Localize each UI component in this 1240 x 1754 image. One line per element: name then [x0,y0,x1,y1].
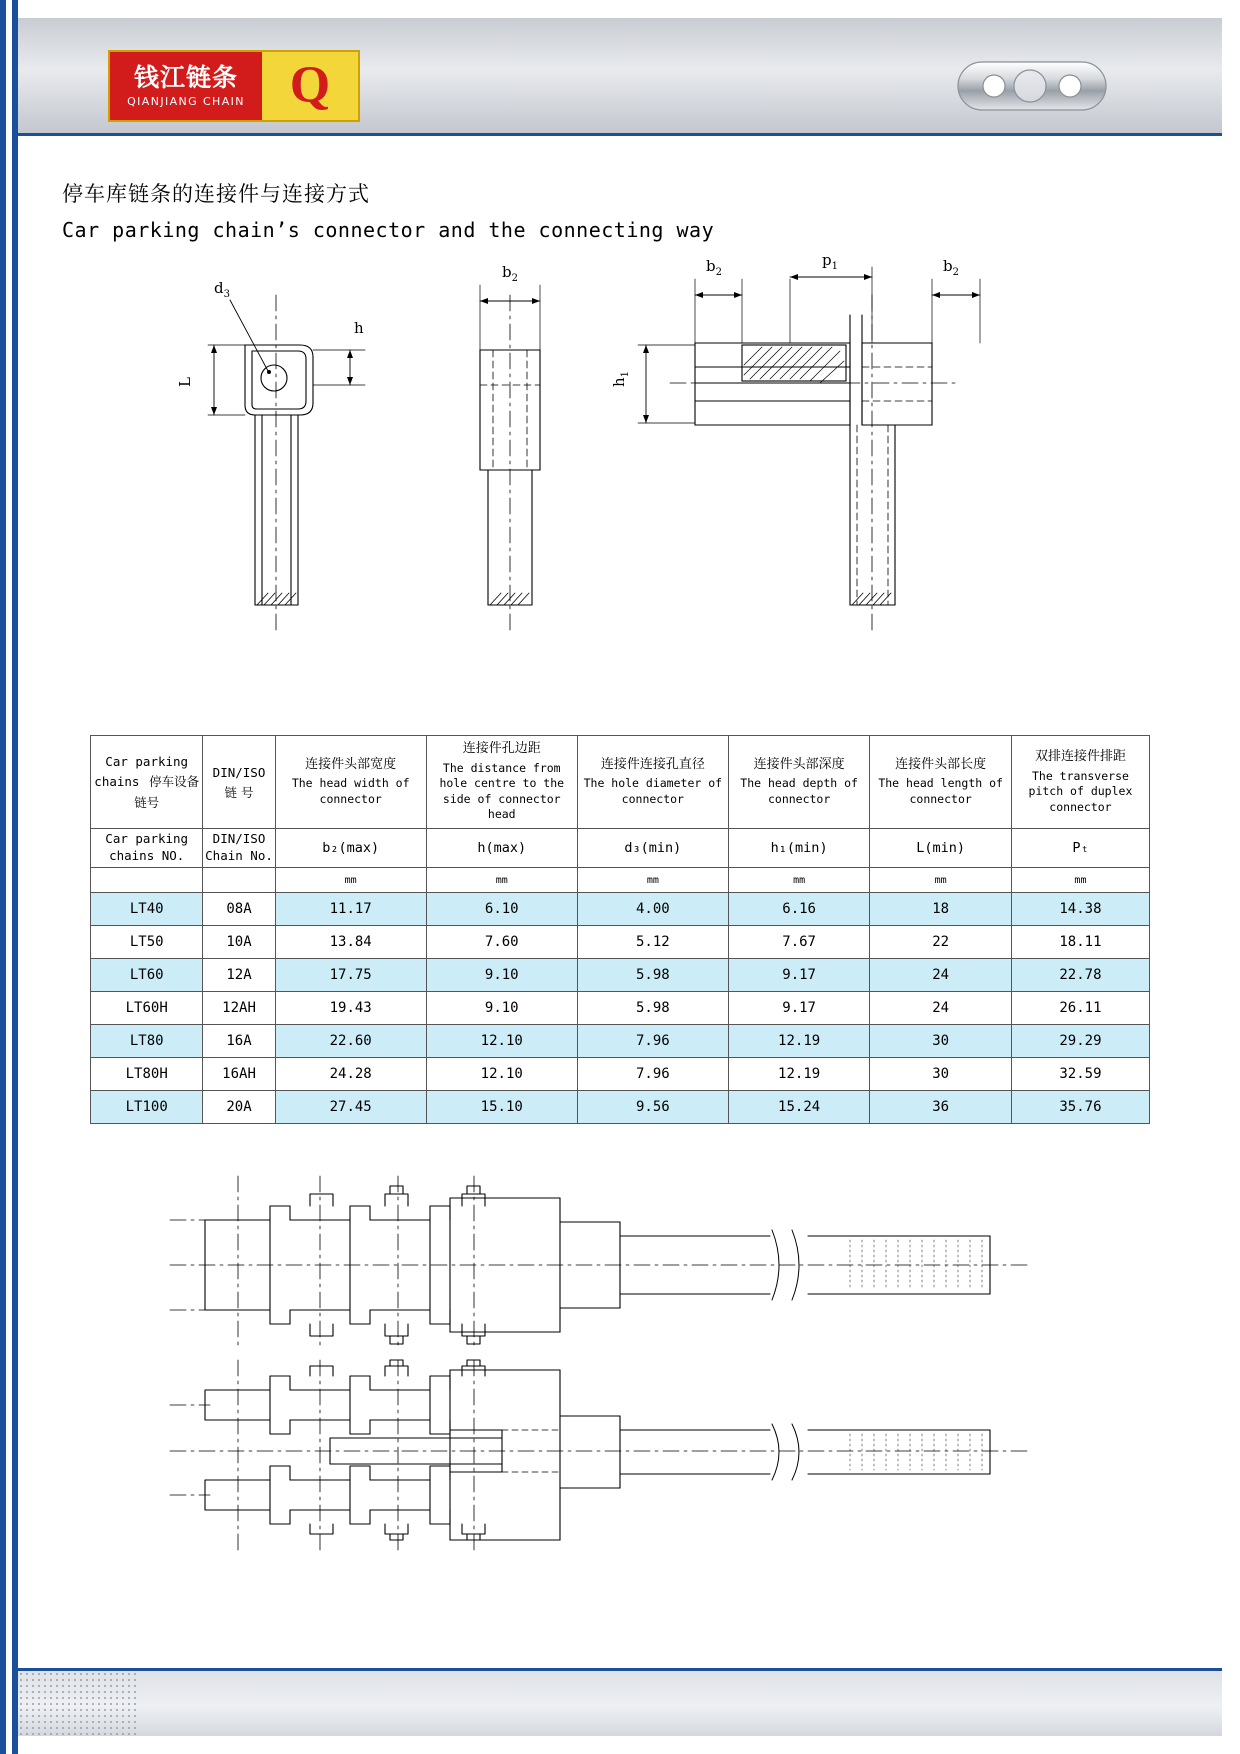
table-row [91,1025,1150,1058]
cell-din: 16AH [203,1058,275,1091]
cell-din: 10A [203,926,275,959]
cell-L: 22 [870,926,1012,959]
cell-b2: 19.43 [275,992,426,1025]
cell-pt: 22.78 [1011,959,1149,992]
table-row [91,959,1150,992]
cell-chain: LT60 [91,959,203,992]
cell-d3: 5.12 [577,926,728,959]
cell-L: 30 [870,1025,1012,1058]
cell-h: 6.10 [426,893,577,926]
cell-h1: 7.67 [728,926,870,959]
left-accent-bar [0,0,18,1754]
cell-h1: 12.19 [728,1025,870,1058]
cell-L: 24 [870,959,1012,992]
cell-d3: 7.96 [577,1058,728,1091]
connector-spec-table [90,735,1150,1124]
cell-h1: 15.24 [728,1091,870,1124]
label-h: h [354,319,364,337]
logo-q-mark: Q [289,56,331,114]
table-row [91,992,1150,1025]
symbol-L: L(min) [870,829,1012,868]
page-header [18,18,1222,136]
cell-din: 08A [203,893,275,926]
symbol-b2: b₂(max) [275,829,426,868]
cell-chain: LT50 [91,926,203,959]
cell-L: 24 [870,992,1012,1025]
cell-h: 9.10 [426,959,577,992]
table-row [91,1091,1150,1124]
cell-din: 16A [203,1025,275,1058]
header-chain-no: Car parking chains NO. [91,829,203,868]
cell-h: 9.10 [426,992,577,1025]
table-row [91,893,1150,926]
header-din-iso: DIN/ISO 链 号 [203,736,275,829]
header-head-depth: 连接件头部深度 The head depth of connector [728,736,870,829]
unit-blank-chain [91,868,203,893]
header-hole-diameter: 连接件连接孔直径 The hole diameter of connector [577,736,728,829]
cell-b2: 22.60 [275,1025,426,1058]
cell-chain: LT100 [91,1091,203,1124]
cell-h: 12.10 [426,1025,577,1058]
symbol-d3: d₃(min) [577,829,728,868]
header-hole-distance: 连接件孔边距 The distance from hole centre to the side of connector head [426,736,577,829]
company-logo [108,50,360,122]
footer-dot-pattern [18,1671,138,1736]
table-row [91,1058,1150,1091]
logo-chinese-name: 钱江链条 [133,62,238,92]
cell-L: 36 [870,1091,1012,1124]
logo-mark-block [262,52,358,120]
connector-technical-drawing [150,255,1150,655]
label-b2-right: $b_2$ [943,257,959,278]
cell-b2: 13.84 [275,926,426,959]
cell-h1: 9.17 [728,959,870,992]
label-p1: $p_1$ [822,255,838,272]
cell-d3: 5.98 [577,959,728,992]
cell-pt: 26.11 [1011,992,1149,1025]
cell-pt: 18.11 [1011,926,1149,959]
table-row [91,926,1150,959]
cell-chain: LT60H [91,992,203,1025]
cell-d3: 7.96 [577,1025,728,1058]
unit-blank-din [203,868,275,893]
cell-chain: LT40 [91,893,203,926]
cell-d3: 5.98 [577,992,728,1025]
page-title-chinese: 停车库链条的连接件与连接方式 [62,182,370,206]
table-header-row-1 [91,736,1150,829]
logo-text-block [110,52,262,120]
symbol-h1: h₁(min) [728,829,870,868]
unit-pt: mm [1011,868,1149,893]
cell-pt: 29.29 [1011,1025,1149,1058]
cell-pt: 35.76 [1011,1091,1149,1124]
cell-L: 18 [870,893,1012,926]
cell-chain: LT80 [91,1025,203,1058]
cell-h: 15.10 [426,1091,577,1124]
cell-pt: 14.38 [1011,893,1149,926]
label-L: L [176,377,194,387]
label-b2-front: $b_2$ [502,263,518,284]
header-transverse-pitch: 双排连接件排距 The transverse pitch of duplex connector [1011,736,1149,829]
cell-L: 30 [870,1058,1012,1091]
symbol-h: h(max) [426,829,577,868]
page-footer [18,1668,1222,1736]
cell-din: 20A [203,1091,275,1124]
label-h1: $h_1$ [610,370,631,387]
cell-din: 12A [203,959,275,992]
cell-h: 7.60 [426,926,577,959]
unit-b2: mm [275,868,426,893]
unit-d3: mm [577,868,728,893]
cell-b2: 17.75 [275,959,426,992]
label-b2-left: $b_2$ [706,257,722,278]
left-accent-bar-inner [6,0,12,1754]
logo-english-name: QIANJIANG CHAIN [127,95,245,109]
cell-h1: 9.17 [728,992,870,1025]
cell-chain: LT80H [91,1058,203,1091]
cell-d3: 4.00 [577,893,728,926]
header-din-iso-no: DIN/ISO Chain No. [203,829,275,868]
cell-b2: 27.45 [275,1091,426,1124]
cell-b2: 24.28 [275,1058,426,1091]
cell-pt: 32.59 [1011,1058,1149,1091]
cell-h: 12.10 [426,1058,577,1091]
chain-assembly-drawing [150,1160,1150,1560]
unit-h1: mm [728,868,870,893]
table-units-row [91,868,1150,893]
table-header-row-2 [91,829,1150,868]
page-title-english: Car parking chain’s connector and the connecting way [62,218,715,242]
cell-b2: 11.17 [275,893,426,926]
cell-d3: 9.56 [577,1091,728,1124]
cell-h1: 6.16 [728,893,870,926]
header-head-length: 连接件头部长度 The head length of connector [870,736,1012,829]
unit-L: mm [870,868,1012,893]
header-head-width: 连接件头部宽度 The head width of connector [275,736,426,829]
cell-h1: 12.19 [728,1058,870,1091]
unit-h: mm [426,868,577,893]
symbol-pt: Pₜ [1011,829,1149,868]
header-chain-name: Car parking chains 停车设备链号 [91,736,203,829]
chain-link-icon [952,58,1112,114]
label-d3: $d_3$ [214,279,230,300]
cell-din: 12AH [203,992,275,1025]
